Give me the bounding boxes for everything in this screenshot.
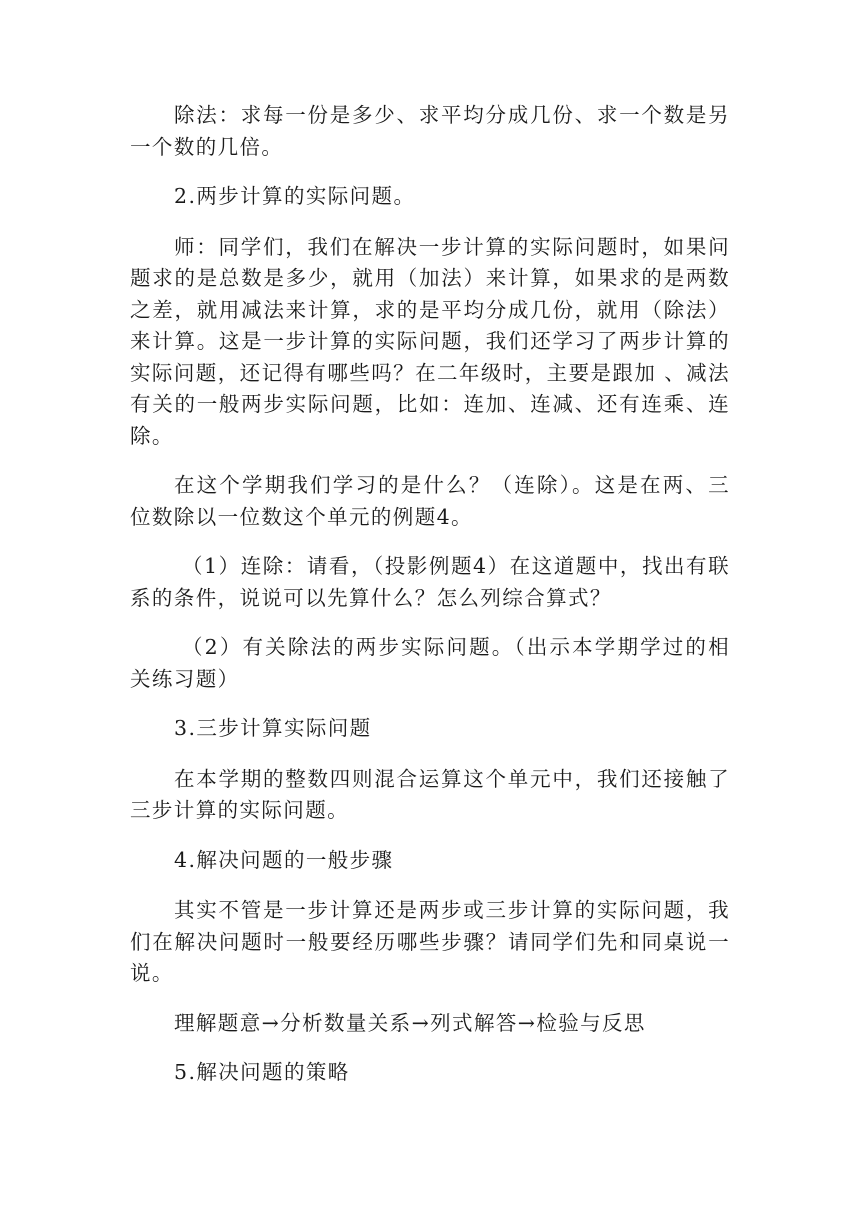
paragraph-steps-flow: 理解题意→分析数量关系→列式解答→检验与反思 [174, 1010, 646, 1035]
paragraph-this-semester: 在这个学期我们学习的是什么？（连除）。这是在两、三位数除以一位数这个单元的例题4。 [130, 473, 730, 529]
paragraph-item-2: （2）有关除法的两步实际问题。（出示本学期学过的相关练习题） [130, 635, 730, 691]
paragraph-division-definition: 除法：求每一份是多少、求平均分成几份、求一个数是另一个数的几倍。 [130, 103, 730, 159]
section-heading-two-step: 2.两步计算的实际问题。 [174, 184, 416, 208]
paragraph-steps-question: 其实不管是一步计算还是两步或三步计算的实际问题，我们在解决问题时一般要经历哪些步骤？请同学们先和同桌说一说。 [130, 898, 730, 985]
paragraph-teacher-speech: 师：同学们，我们在解决一步计算的实际问题时，如果问题求的是总数是多少，就用（加法）来计算，如果求的是两数之差，就用减法来计算，求的是平均分成几份，就用（除法）来计算。这是一步计算的实际问题，我们还学习了两步计算的实际问题，还记得有哪些吗？在二年级时，主要是跟加 、减法有关的一般两步实际问题，比如：连加、连减、还有连乘、连除。 [130, 234, 730, 448]
section-heading-three-step: 3.三步计算实际问题 [174, 716, 372, 740]
section-heading-general-steps: 4.解决问题的一般步骤 [174, 847, 394, 872]
document-page [130, 100, 730, 1108]
paragraph-three-step: 在本学期的整数四则混合运算这个单元中，我们还接触了三步计算的实际问题。 [130, 766, 730, 822]
paragraph-item-1: （1）连除：请看，（投影例题4）在这道题中，找出有联系的条件，说说可以先算什么？怎么列综合算式？ [130, 554, 730, 610]
section-heading-strategies: 5.解决问题的策略 [174, 1060, 350, 1084]
